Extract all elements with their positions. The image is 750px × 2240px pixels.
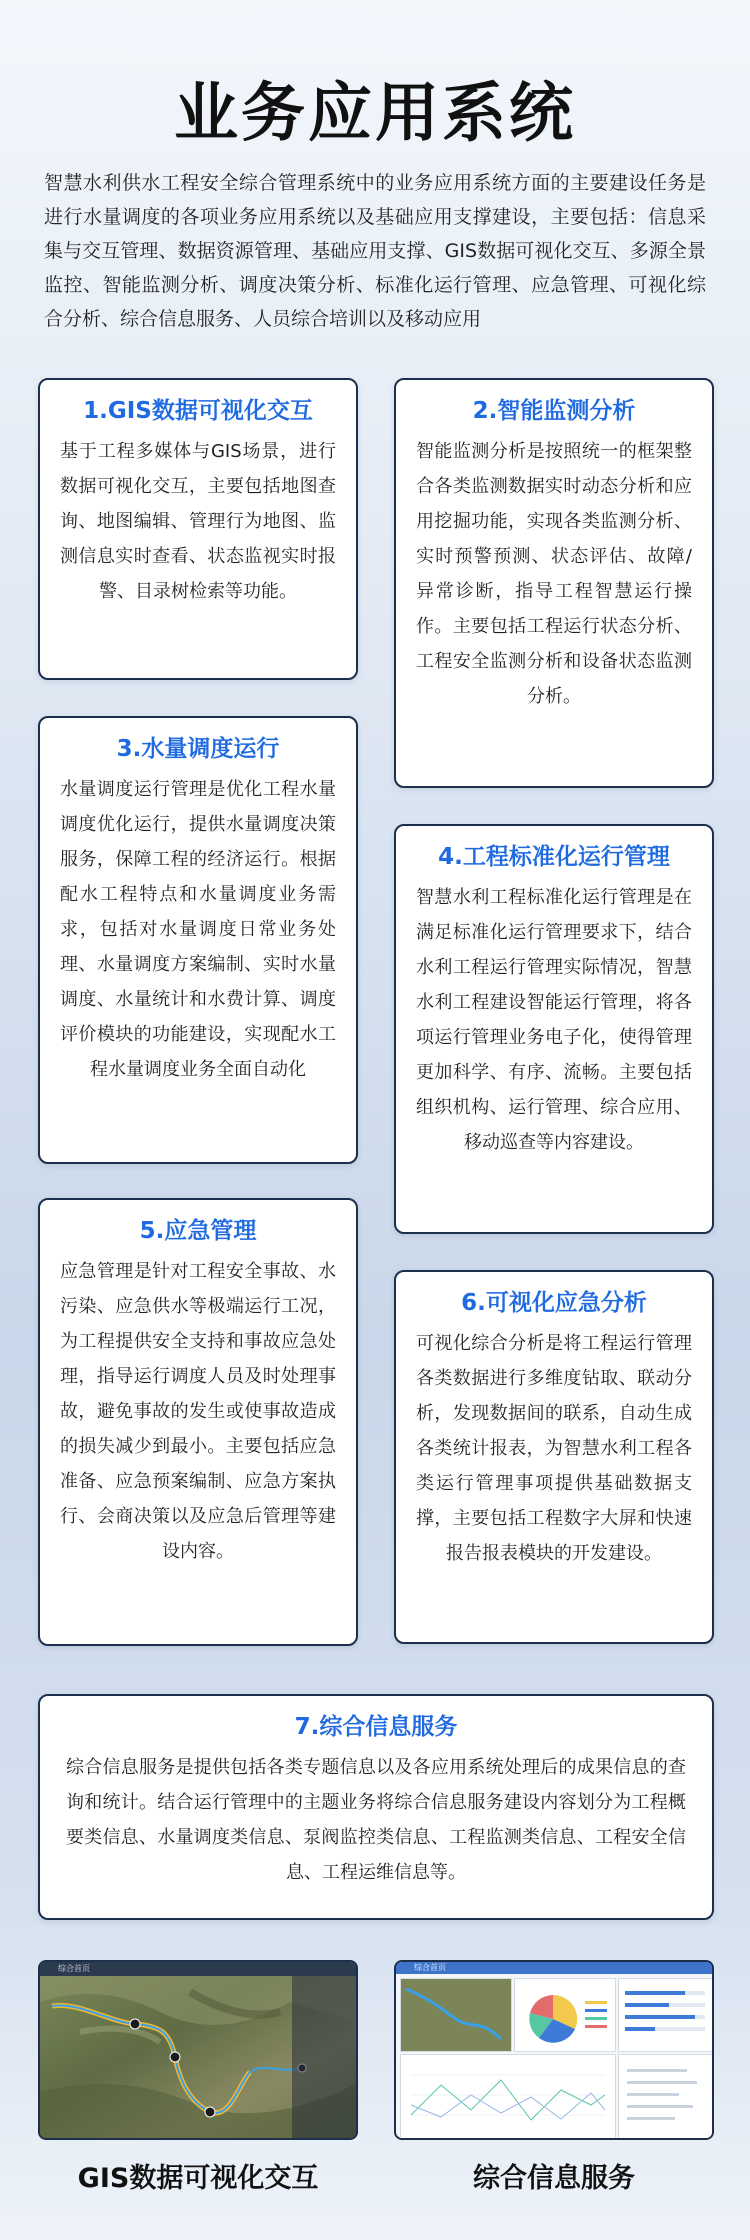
line-chart <box>401 2055 615 2139</box>
card-water-dispatch <box>38 716 358 1164</box>
card-gis-visualization <box>38 378 358 680</box>
card-info-service <box>38 1694 714 1920</box>
info-service-screenshot <box>394 1960 714 2140</box>
gis-window-title: 综合首页 <box>58 1964 90 1973</box>
info-screenshot-caption: 综合信息服务 <box>473 2163 635 2194</box>
list-lines <box>619 2055 713 2139</box>
card-emergency-management <box>38 1198 358 1646</box>
list-panel <box>618 2054 714 2140</box>
card-body: 基于工程多媒体与GIS场景，进行数据可视化交互，主要包括地图查询、地图编辑、管理行为地图、监测信息实时查看、状态监视实时报警、目录树检索等功能。 <box>60 441 336 602</box>
card-title: 1.GIS数据可视化交互 <box>83 398 313 424</box>
card-title: 7.综合信息服务 <box>294 1714 458 1740</box>
pie-chart-panel <box>514 1978 616 2052</box>
mini-map-panel <box>400 1978 512 2052</box>
station-marker <box>205 2107 215 2117</box>
intro-paragraph: 智慧水利供水工程安全综合管理系统中的业务应用系统方面的主要建设任务是进行水量调度的各项业务应用系统以及基础应用支撑建设，主要包括：信息采集与交互管理、数据资源管理、基础应用支撑、GIS数据可视化交互、多源全景监控、智能监测分析、调度决策分析、标准化运行管理、应急管理、可视化综合分析、综合信息服务、人员综合培训以及移动应用 <box>44 172 706 330</box>
info-window-titlebar <box>396 1962 712 1974</box>
stats-panel <box>618 1978 714 2052</box>
card-standardized-operation <box>394 824 714 1234</box>
card-title: 3.水量调度运行 <box>116 736 280 762</box>
gis-screenshot-caption: GIS数据可视化交互 <box>77 2163 319 2194</box>
card-body: 应急管理是针对工程安全事故、水污染、应急供水等极端运行工况，为工程提供安全支持和事故应急处理，指导运行调度人员及时处理事故，避免事故的发生或使事故造成的损失减少到最小。主要包括应急准备、应急预案编制、应急方案执行、会商决策以及应急后管理等建设内容。 <box>60 1261 336 1562</box>
gis-side-panel <box>292 1976 356 2140</box>
page-title: 业务应用系统 <box>174 77 576 151</box>
card-title: 5.应急管理 <box>139 1218 257 1244</box>
card-body: 水量调度运行管理是优化工程水量调度优化运行，提供水量调度决策服务，保障工程的经济运行。根据配水工程特点和水量调度业务需求，包括对水量调度日常业务处理、水量调度方案编制、实时水量调度、水量统计和水费计算、调度评价模块的功能建设，实现配水工程水量调度业务全面自动化 <box>60 779 336 1080</box>
card-title: 2.智能监测分析 <box>472 398 636 424</box>
card-title: 6.可视化应急分析 <box>461 1290 647 1316</box>
card-title: 4.工程标准化运行管理 <box>438 844 670 870</box>
line-chart-panel <box>400 2054 616 2140</box>
card-body: 智能监测分析是按照统一的框架整合各类监测数据实时动态分析和应用挖掘功能，实现各类监测分析、实时预警预测、状态评估、故障/异常诊断，指导工程智慧运行操作。主要包括工程运行状态分析、工程安全监测分析和设备状态监测分析。 <box>416 441 692 707</box>
progress-bars <box>619 1979 713 2051</box>
card-smart-monitoring <box>394 378 714 788</box>
mini-map <box>401 1979 511 2051</box>
gis-window-titlebar <box>40 1962 356 1976</box>
card-body: 智慧水利工程标准化运行管理是在满足标准化运行管理要求下，结合水利工程运行管理实际情况，智慧水利工程建设智能运行管理，将各项运行管理业务电子化，使得管理更加科学、有序、流畅。主要包括组织机构、运行管理、综合应用、移动巡查等内容建设。 <box>416 887 692 1153</box>
card-visual-emergency-analysis <box>394 1270 714 1644</box>
pie-chart <box>515 1979 615 2051</box>
gis-screenshot <box>38 1960 358 2140</box>
info-window-title: 综合首页 <box>414 1963 446 1972</box>
card-body: 综合信息服务是提供包括各类专题信息以及各应用系统处理后的成果信息的查询和统计。结合运行管理中的主题业务将综合信息服务建设内容划分为工程概要类信息、水量调度类信息、泵阀监控类信息、工程监测类信息、工程安全信息、工程运维信息等。 <box>66 1757 686 1883</box>
station-marker <box>130 2019 140 2029</box>
station-marker <box>170 2052 180 2062</box>
card-body: 可视化综合分析是将工程运行管理各类数据进行多维度钻取、联动分析，发现数据间的联系，自动生成各类统计报表，为智慧水利工程各类运行管理事项提供基础数据支撑，主要包括工程数字大屏和快速报告报表模块的开发建设。 <box>416 1333 692 1564</box>
